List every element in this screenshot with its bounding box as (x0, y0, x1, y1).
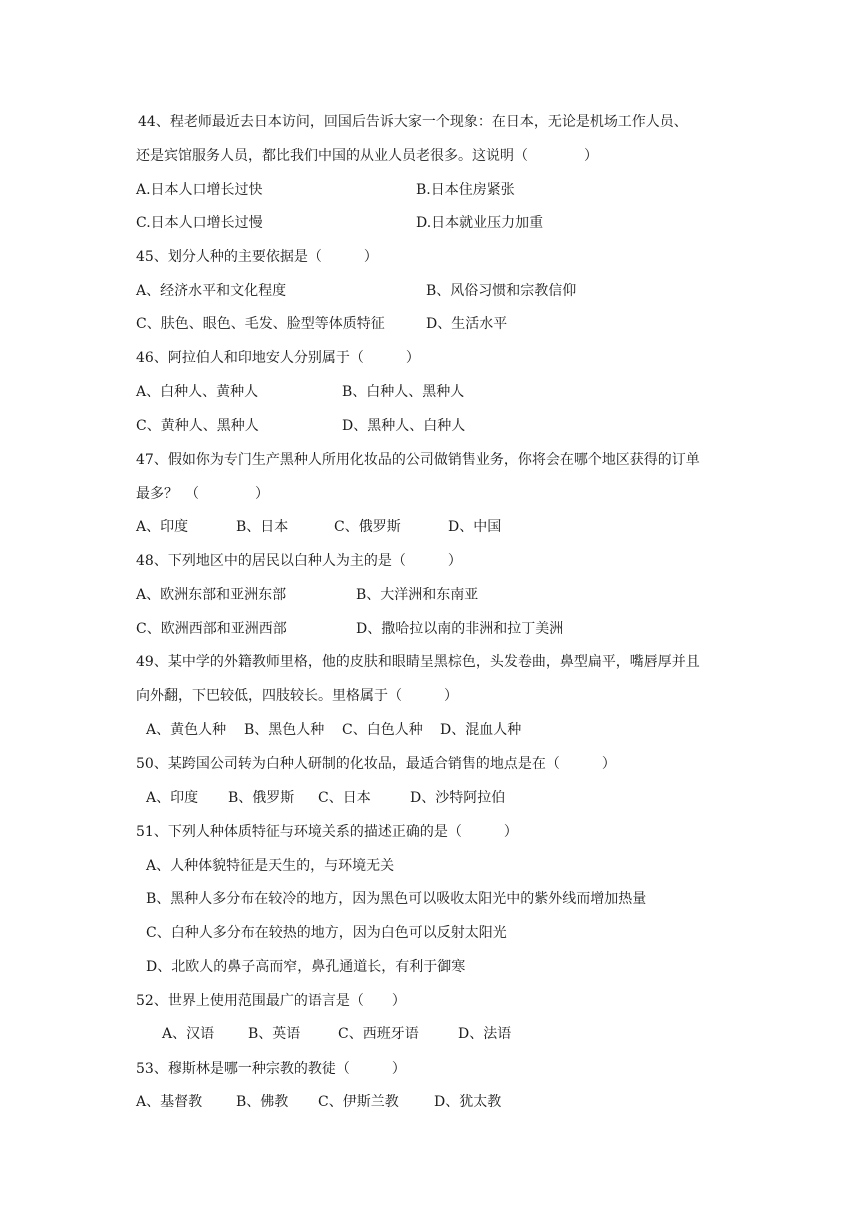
q53-stem: 53、穆斯林是哪一种宗教的教徒（ ） (136, 1061, 406, 1077)
q51-option-d[interactable]: D、北欧人的鼻子高而窄，鼻孔通道长，有利于御寒 (146, 959, 466, 975)
q44-option-b[interactable]: B.日本住房紧张 (416, 182, 515, 198)
q52-option-c[interactable]: C、西班牙语 (338, 1026, 419, 1042)
q52-stem: 52、世界上使用范围最广的语言是（ ） (136, 993, 406, 1009)
q48-option-d[interactable]: D、撒哈拉以南的非洲和拉丁美洲 (356, 621, 564, 637)
q45-option-b[interactable]: B、风俗习惯和宗教信仰 (426, 283, 577, 299)
q44-stem-line-1: 44、程老师最近去日本访问，回国后告诉大家一个现象：在日本，无论是机场工作人员、 (138, 114, 688, 130)
q48-option-c[interactable]: C、欧洲西部和亚洲西部 (136, 621, 287, 637)
q50-option-c[interactable]: C、日本 (318, 790, 371, 806)
q51-option-c[interactable]: C、白种人多分布在较热的地方，因为白色可以反射太阳光 (146, 925, 507, 941)
q49-option-d[interactable]: D、混血人种 (440, 722, 522, 738)
q50-option-a[interactable]: A、印度 (146, 790, 199, 806)
q49-stem-line-2: 向外翻，下巴较低，四肢较长。里格属于（ ） (136, 688, 458, 704)
q45-option-d[interactable]: D、生活水平 (426, 316, 508, 332)
q49-option-b[interactable]: B、黑色人种 (244, 722, 325, 738)
q46-option-c[interactable]: C、黄种人、黑种人 (136, 418, 259, 434)
q51-option-a[interactable]: A、人种体貌特征是天生的，与环境无关 (146, 858, 395, 874)
q47-option-a[interactable]: A、印度 (136, 519, 189, 535)
q46-option-a[interactable]: A、白种人、黄种人 (136, 384, 259, 400)
q49-option-c[interactable]: C、白色人种 (342, 722, 423, 738)
q53-option-c[interactable]: C、伊斯兰教 (318, 1094, 399, 1110)
q46-stem: 46、阿拉伯人和印地安人分别属于（ ） (136, 350, 420, 366)
q53-option-d[interactable]: D、犹太教 (434, 1094, 502, 1110)
q48-stem: 48、下列地区中的居民以白种人为主的是（ ） (136, 553, 462, 569)
q51-stem: 51、下列人种体质特征与环境关系的描述正确的是（ ） (136, 824, 518, 840)
q49-option-a[interactable]: A、黄色人种 (146, 722, 227, 738)
q47-stem-line-1: 47、假如你为专门生产黑种人所用化妆品的公司做销售业务，你将会在哪个地区获得的订单 (136, 452, 700, 468)
q52-option-d[interactable]: D、法语 (458, 1026, 512, 1042)
q44-option-c[interactable]: C.日本人口增长过慢 (136, 215, 263, 231)
q48-option-a[interactable]: A、欧洲东部和亚洲东部 (136, 587, 287, 603)
q46-option-d[interactable]: D、黑种人、白种人 (342, 418, 466, 434)
q53-option-b[interactable]: B、佛教 (236, 1094, 289, 1110)
q52-option-a[interactable]: A、汉语 (162, 1026, 215, 1042)
q45-stem: 45、划分人种的主要依据是（ ） (136, 249, 378, 265)
q44-option-a[interactable]: A.日本人口增长过快 (136, 182, 263, 198)
q47-option-c[interactable]: C、俄罗斯 (334, 519, 401, 535)
q48-option-b[interactable]: B、大洋洲和东南亚 (356, 587, 479, 603)
q46-option-b[interactable]: B、白种人、黑种人 (342, 384, 465, 400)
q47-option-b[interactable]: B、日本 (236, 519, 289, 535)
q50-stem: 50、某跨国公司转为白种人研制的化妆品，最适合销售的地点是在（ ） (136, 756, 616, 772)
q51-option-b[interactable]: B、黑种人多分布在较冷的地方，因为黑色可以吸收太阳光中的紫外线而增加热量 (146, 891, 647, 907)
q45-option-a[interactable]: A、经济水平和文化程度 (136, 283, 287, 299)
q53-option-a[interactable]: A、基督教 (136, 1094, 203, 1110)
q50-option-d[interactable]: D、沙特阿拉伯 (410, 790, 506, 806)
q44-stem-line-2: 还是宾馆服务人员，都比我们中国的从业人员老很多。这说明（ ） (136, 148, 598, 164)
q44-option-d[interactable]: D.日本就业压力加重 (416, 215, 544, 231)
q50-option-b[interactable]: B、俄罗斯 (228, 790, 295, 806)
q47-option-d[interactable]: D、中国 (448, 519, 502, 535)
q49-stem-line-1: 49、某中学的外籍教师里格，他的皮肤和眼睛呈黑棕色，头发卷曲，鼻型扁平，嘴唇厚并且 (136, 654, 700, 670)
q52-option-b[interactable]: B、英语 (248, 1026, 301, 1042)
q47-stem-line-2: 最多？ （ ） (136, 486, 269, 502)
q45-option-c[interactable]: C、肤色、眼色、毛发、脸型等体质特征 (136, 316, 385, 332)
